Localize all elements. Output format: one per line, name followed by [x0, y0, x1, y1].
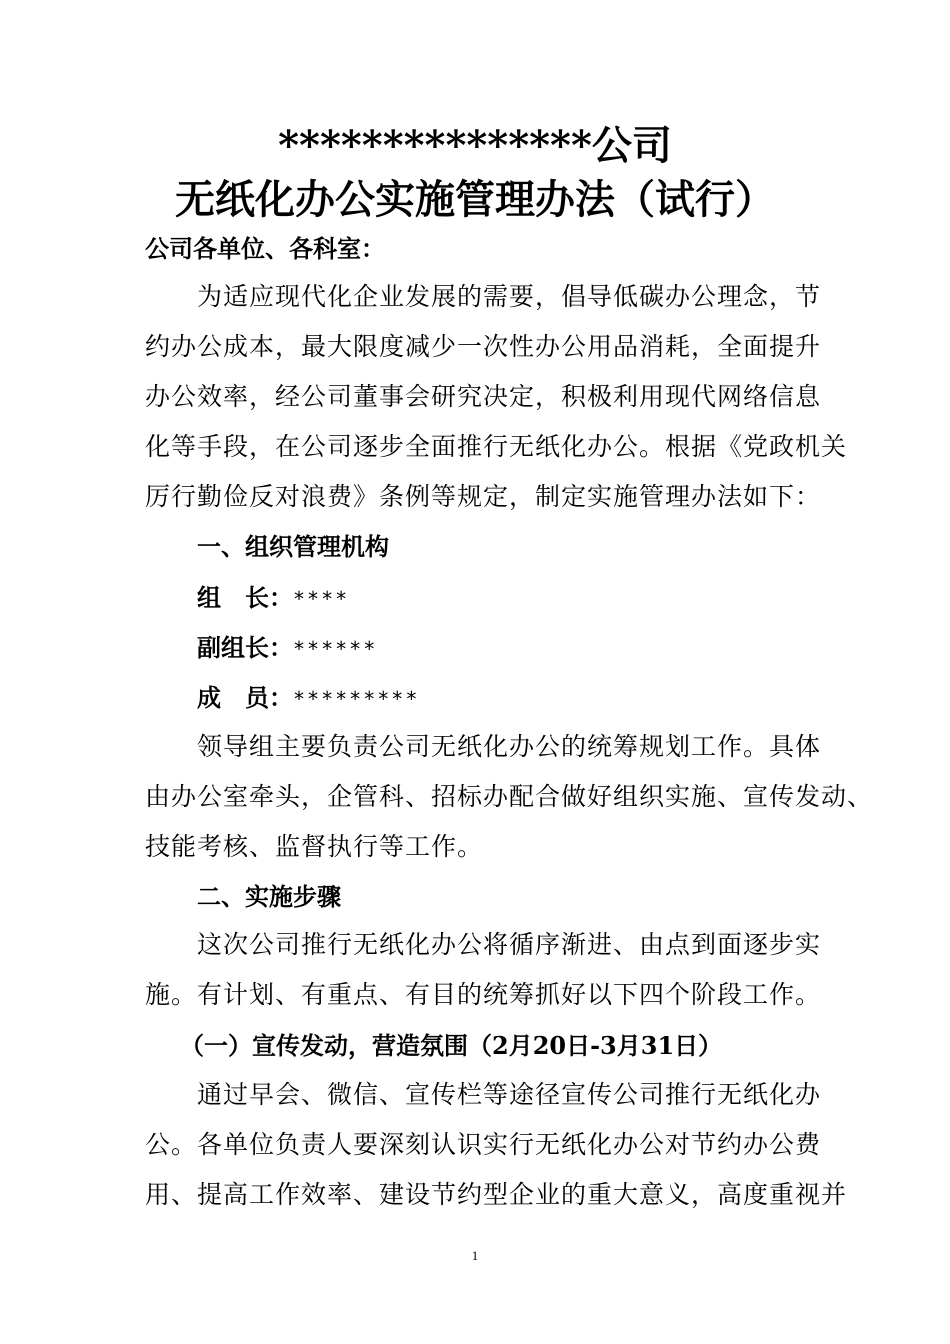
intro-line: 为适应现代化企业发展的需要，倡导低碳办公理念，节	[197, 282, 822, 311]
document-title-main: 无纸化办公实施管理办法（试行）	[175, 176, 775, 223]
member-role: 组 长：	[197, 584, 293, 612]
stage1-line: 用、提高工作效率、建设节约型企业的重大意义，高度重视并	[145, 1180, 848, 1209]
salutation: 公司各单位、各科室：	[145, 235, 385, 263]
section-heading-steps: 二、实施步骤	[197, 883, 341, 911]
member-row-leader	[197, 581, 349, 616]
stage1-heading: （一）宣传发动，营造氛围（2月20日-3月31日）	[180, 1031, 723, 1060]
section1-line: 领导组主要负责公司无纸化办公的统筹规划工作。具体	[197, 732, 822, 761]
page-number: 1	[471, 1248, 479, 1263]
member-names: ****	[293, 587, 350, 611]
stage1-body	[145, 1070, 848, 1220]
member-role: 成 员：	[197, 684, 293, 712]
member-row-deputy	[197, 631, 377, 666]
stage1-line: 通过早会、微信、宣传栏等途径宣传公司推行无纸化办	[197, 1080, 822, 1109]
section1-line: 技能考核、监督执行等工作。	[145, 832, 484, 861]
section1-body	[145, 722, 874, 872]
section2-body	[145, 920, 822, 1020]
document-title-company: ***************公司	[278, 122, 672, 169]
member-names: *********	[293, 687, 420, 711]
section1-line: 由办公室牵头，企管科、招标办配合做好组织实施、宣传发动、	[145, 782, 874, 811]
member-role: 副组长：	[197, 634, 293, 662]
member-row-members	[197, 681, 419, 716]
intro-line: 约办公成本，最大限度减少一次性办公用品消耗，全面提升	[145, 332, 822, 361]
stage1-line: 公。各单位负责人要深刻认识实行无纸化办公对节约办公费	[145, 1130, 822, 1159]
intro-line: 办公效率，经公司董事会研究决定，积极利用现代网络信息	[145, 382, 822, 411]
section2-line: 这次公司推行无纸化办公将循序渐进、由点到面逐步实	[197, 930, 822, 959]
intro-line: 化等手段，在公司逐步全面推行无纸化办公。根据《党政机关	[145, 432, 848, 461]
intro-line: 厉行勤俭反对浪费》条例等规定，制定实施管理办法如下：	[145, 482, 822, 511]
section-heading-organization: 一、组织管理机构	[197, 533, 389, 561]
member-names: ******	[293, 637, 378, 661]
intro-paragraph	[145, 272, 848, 522]
section2-line: 施。有计划、有重点、有目的统筹抓好以下四个阶段工作。	[145, 980, 822, 1009]
